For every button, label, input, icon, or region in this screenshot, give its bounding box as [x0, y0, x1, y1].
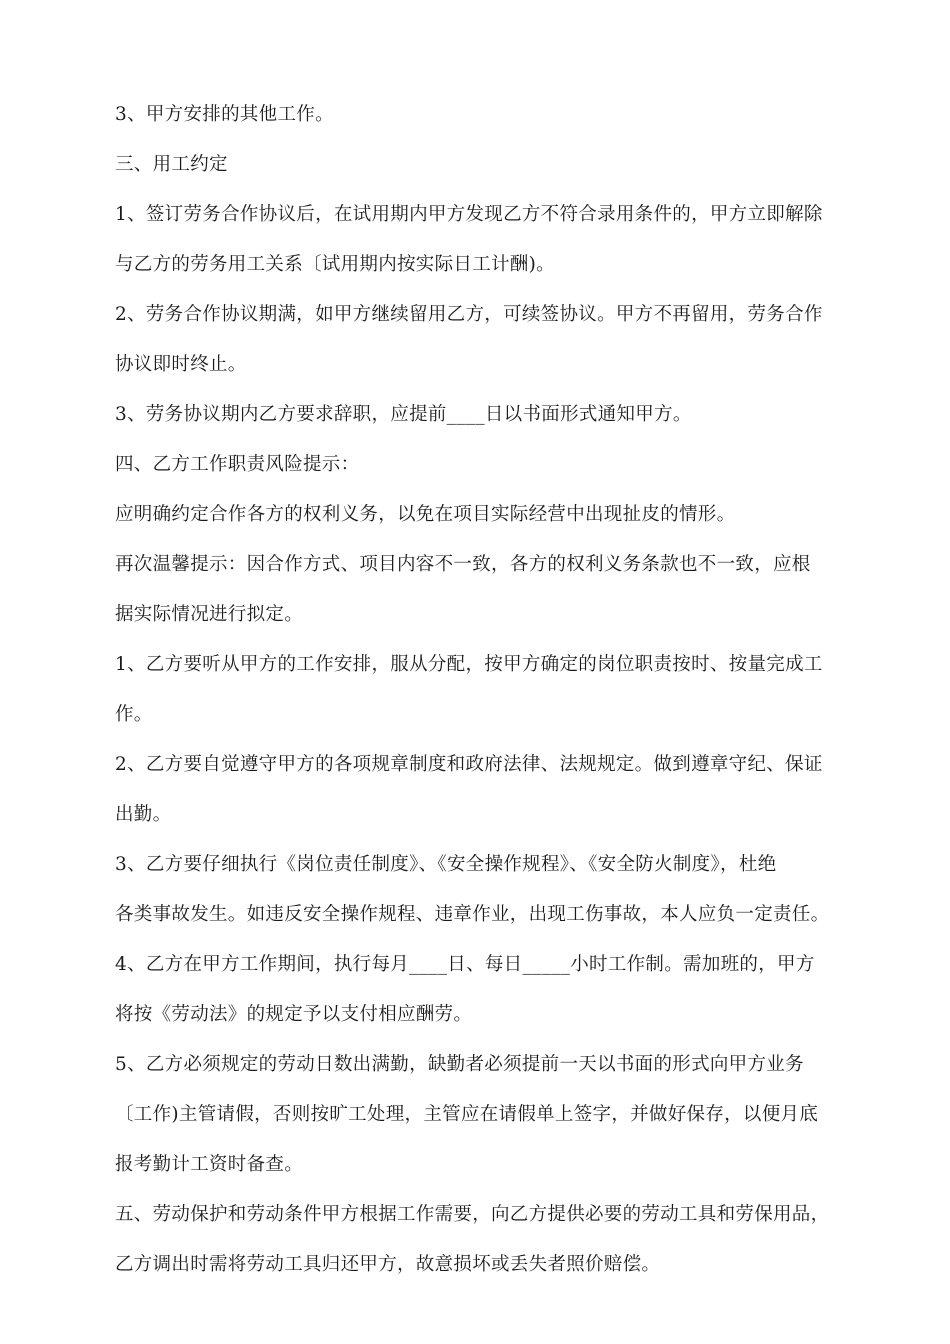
text-line: 将按《劳动法》的规定予以支付相应酬劳。 — [115, 1004, 473, 1025]
text-line: 2、乙方要自觉遵守甲方的各项规章制度和政府法律、法规规定。做到遵章守纪、保证 — [115, 754, 823, 775]
text-line: 〔工作)主管请假，否则按旷工处理，主管应在请假单上签字，并做好保存，以便月底 — [115, 1104, 819, 1125]
section-heading: 四、乙方工作职责风险提示： — [115, 454, 360, 475]
text-line: 乙方调出时需将劳动工具归还甲方，故意损坏或丢失者照价赔偿。 — [115, 1254, 661, 1275]
text-line: 3、乙方要仔细执行《岗位责任制度》、《安全操作规程》、《安全防火制度》，杜绝 — [115, 854, 777, 875]
text-line: 各类事故发生。如违反安全操作规程、违章作业，出现工伤事故，本人应负一定责任。 — [115, 904, 830, 925]
text-line: 4、乙方在甲方工作期间，执行每月____日、每日_____小时工作制。需加班的，甲方 — [115, 954, 815, 975]
text-line: 与乙方的劳务用工关系〔试用期内按实际日工计酬)。 — [115, 254, 555, 275]
text-line: 3、甲方安排的其他工作。 — [115, 104, 334, 125]
text-line: 1、乙方要听从甲方的工作安排，服从分配，按甲方确定的岗位职责按时、按量完成工 — [115, 654, 823, 675]
text-line: 1、签订劳务合作协议后，在试用期内甲方发现乙方不符合录用条件的，甲方立即解除 — [115, 204, 823, 225]
text-line: 再次温馨提示：因合作方式、项目内容不一致，各方的权利义务条款也不一致，应根 — [115, 554, 811, 575]
section-heading: 三、用工约定 — [115, 154, 228, 175]
section-heading: 五、劳动保护和劳动条件甲方根据工作需要，向乙方提供必要的劳动工具和劳保用品， — [115, 1204, 830, 1225]
text-line: 协议即时终止。 — [115, 354, 247, 375]
text-line: 报考勤计工资时备查。 — [115, 1154, 304, 1175]
text-line: 5、乙方必须规定的劳动日数出满勤，缺勤者必须提前一天以书面的形式向甲方业务 — [115, 1054, 804, 1075]
text-line: 出勤。 — [115, 804, 172, 825]
text-line: 应明确约定合作各方的权利义务，以免在项目实际经营中出现扯皮的情形。 — [115, 504, 736, 525]
text-line: 2、劳务合作协议期满，如甲方继续留用乙方，可续签协议。甲方不再留用，劳务合作 — [115, 304, 823, 325]
text-line: 据实际情况进行拟定。 — [115, 604, 304, 625]
text-line: 作。 — [115, 704, 153, 725]
text-line: 3、劳务协议期内乙方要求辞职，应提前____日以书面形式通知甲方。 — [115, 404, 692, 425]
